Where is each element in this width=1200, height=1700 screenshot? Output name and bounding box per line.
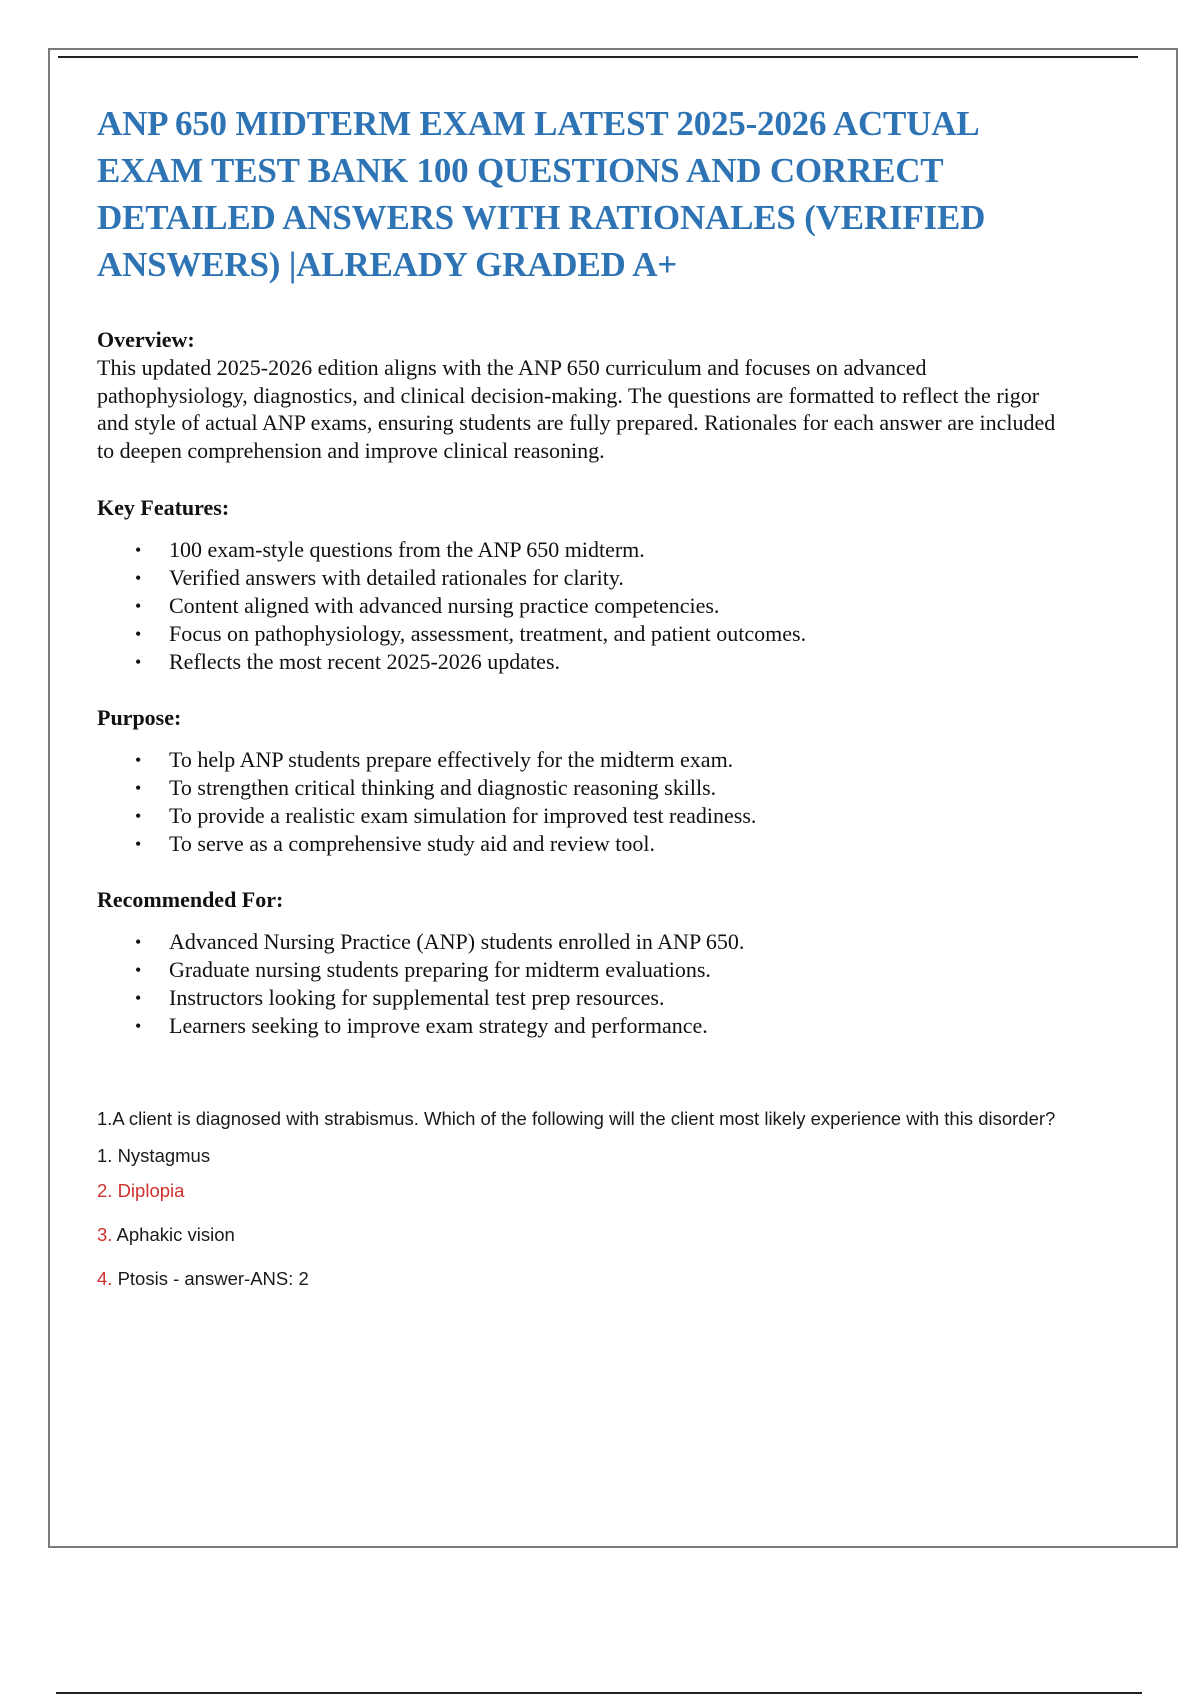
list-item: • Graduate nursing students preparing for midterm evaluations. bbox=[135, 957, 711, 982]
bullet-icon: • bbox=[135, 932, 142, 952]
key-features-heading: Key Features: bbox=[97, 495, 230, 520]
list-item: • Instructors looking for supplemental test prep resources. bbox=[135, 985, 665, 1010]
list-item: • To serve as a comprehensive study aid and review tool. bbox=[135, 831, 655, 856]
document-content bbox=[97, 100, 1057, 1312]
bullet-icon: • bbox=[135, 988, 142, 1008]
question-1 bbox=[97, 1100, 1057, 1290]
bullet-icon: • bbox=[135, 568, 142, 588]
bullet-icon: • bbox=[135, 540, 142, 560]
top-rule bbox=[58, 56, 1138, 58]
recommended-list bbox=[97, 928, 1057, 1040]
bullet-icon: • bbox=[135, 1016, 142, 1036]
bullet-icon: • bbox=[135, 778, 142, 798]
document-title: ANP 650 MIDTERM EXAM LATEST 2025-2026 ACTUAL EXAM TEST BANK 100 QUESTIONS AND CORRECT DETAILED ANSWERS WITH RATIONALES (VERIFIED ANSWERS) |ALREADY GRADED A+ bbox=[97, 104, 986, 284]
list-item: • Focus on pathophysiology, assessment, treatment, and patient outcomes. bbox=[135, 621, 807, 646]
list-item: • To help ANP students prepare effectively for the midterm exam. bbox=[135, 747, 734, 772]
overview-heading: Overview: bbox=[97, 327, 195, 352]
bottom-rule bbox=[56, 1692, 1142, 1694]
recommended-heading: Recommended For: bbox=[97, 887, 284, 912]
question-text: 1.A client is diagnosed with strabismus. Which of the following will the client most likely experience with this disorder? 1. Nystagmus bbox=[97, 1108, 1056, 1166]
list-item: • Content aligned with advanced nursing practice competencies. bbox=[135, 593, 720, 618]
bullet-icon: • bbox=[135, 596, 142, 616]
list-item: • Learners seeking to improve exam strategy and performance. bbox=[135, 1013, 708, 1038]
list-item: • To strengthen critical thinking and diagnostic reasoning skills. bbox=[135, 775, 717, 800]
option-3: 3. Aphakic vision bbox=[97, 1224, 235, 1245]
bullet-icon: • bbox=[135, 806, 142, 826]
list-item: • Verified answers with detailed rationales for clarity. bbox=[135, 565, 624, 590]
purpose-heading: Purpose: bbox=[97, 705, 182, 730]
bullet-icon: • bbox=[135, 624, 142, 644]
list-item: • To provide a realistic exam simulation for improved test readiness. bbox=[135, 803, 757, 828]
bullet-icon: • bbox=[135, 750, 142, 770]
option-number: 3. bbox=[97, 1224, 113, 1245]
overview-text: This updated 2025-2026 edition aligns with the ANP 650 curriculum and focuses on advanced pathophysiology, diagnostics, and clinical decision-making. The questions are formatted to reflect the rigor and style of actual ANP exams, ensuring students are fully prepared. Rationales for each answer are included to deepen comprehension and improve clinical reasoning. bbox=[97, 355, 1056, 463]
option-4: 4. Ptosis - answer-ANS: 2 bbox=[97, 1268, 309, 1289]
option-number: 4. bbox=[97, 1268, 113, 1289]
bullet-icon: • bbox=[135, 960, 142, 980]
purpose-list bbox=[97, 746, 1057, 858]
bullet-icon: • bbox=[135, 834, 142, 854]
bullet-icon: • bbox=[135, 652, 142, 672]
list-item: • 100 exam-style questions from the ANP 650 midterm. bbox=[135, 537, 645, 562]
option-2-correct: 2. Diplopia bbox=[97, 1180, 185, 1201]
list-item: • Reflects the most recent 2025-2026 updates. bbox=[135, 649, 561, 674]
key-features-list bbox=[97, 536, 1057, 676]
list-item: • Advanced Nursing Practice (ANP) students enrolled in ANP 650. bbox=[135, 929, 745, 954]
